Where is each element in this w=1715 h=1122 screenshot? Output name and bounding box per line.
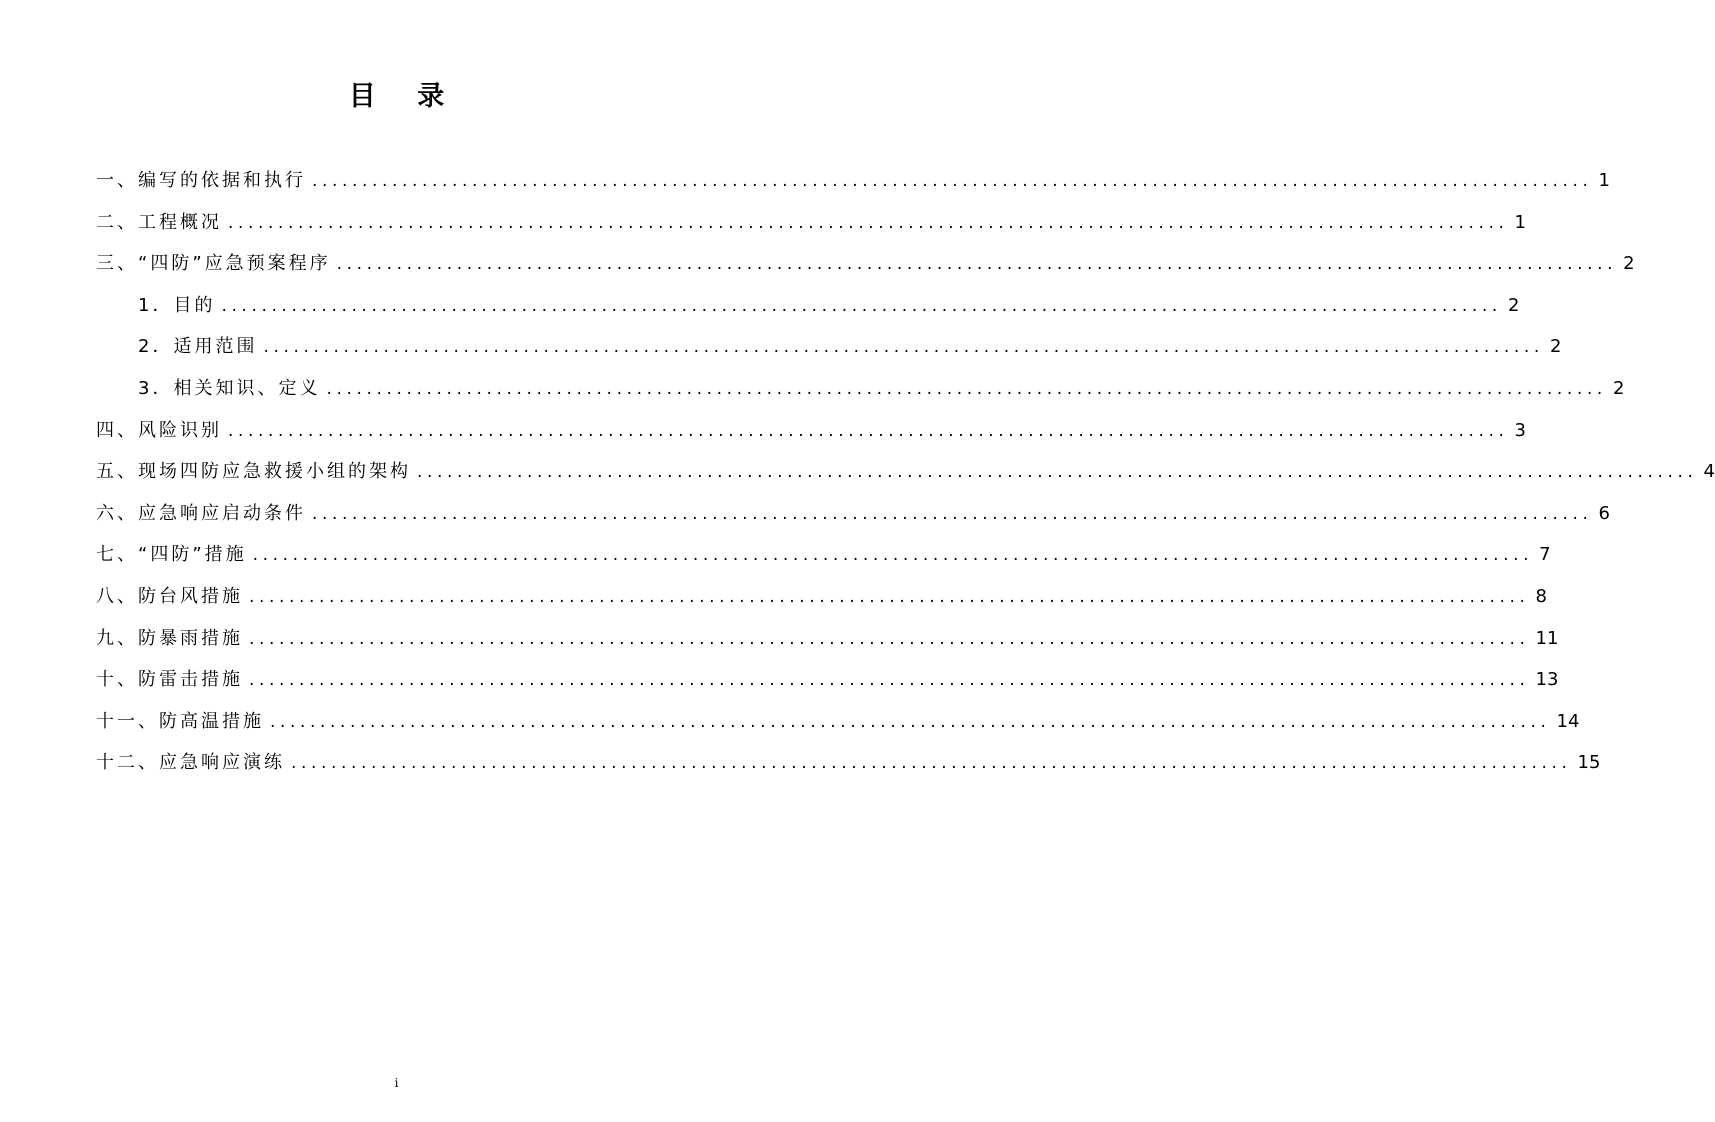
table-of-contents [96, 160, 1715, 784]
toc-entry-label: 3．相关知识、定义 [138, 377, 321, 399]
toc-entry-label: 五、现场四防应急救援小组的架构 [96, 461, 411, 483]
toc-entry-label: 一、编写的依据和执行 [96, 170, 306, 191]
toc-entry-page: 6 [1598, 502, 1610, 524]
toc-entry-page: 11 [1535, 627, 1559, 649]
toc-entry[interactable] [96, 451, 1715, 493]
toc-entry[interactable] [96, 410, 1526, 452]
toc-leader-dots: ................................................................................................................................ [326, 378, 1607, 399]
toc-entry-label: 1．目的 [138, 294, 216, 316]
toc-entry-label: 2．适用范围 [138, 336, 258, 358]
footer-page-number: i [394, 1076, 399, 1090]
toc-entry-page: 13 [1535, 669, 1559, 691]
toc-entry-label: 七、“四防”措施 [96, 544, 247, 566]
toc-leader-dots: ................................................................................................................................ [312, 503, 1593, 524]
toc-entry-label: 三、“四防”应急预案程序 [96, 253, 331, 275]
toc-entry-page: 1 [1598, 170, 1610, 191]
toc-entry[interactable] [96, 659, 1559, 701]
toc-entry-label: 八、防台风措施 [96, 585, 243, 607]
toc-entry-label: 十、防雷击措施 [96, 669, 243, 691]
toc-leader-dots: ................................................................................................................................ [312, 171, 1593, 191]
page-title: 目 录 [348, 81, 461, 112]
toc-leader-dots: ................................................................................................................................ [228, 212, 1509, 233]
toc-leader-dots: ................................................................................................................................ [270, 711, 1551, 732]
toc-entry-label: 四、风险识别 [96, 419, 222, 441]
toc-entry[interactable] [96, 701, 1580, 743]
toc-leader-dots: ................................................................................................................................ [336, 254, 1618, 275]
toc-entry-page: 2 [1507, 294, 1520, 316]
toc-leader-dots: ................................................................................................................................ [291, 753, 1572, 774]
toc-entry[interactable] [96, 742, 1601, 784]
toc-entry[interactable] [96, 576, 1547, 618]
toc-entry[interactable] [96, 493, 1610, 535]
toc-subentry[interactable] [96, 285, 1520, 327]
toc-entry-page: 14 [1556, 710, 1580, 732]
toc-entry-page: 2 [1623, 253, 1635, 275]
toc-leader-dots: ................................................................................................................................ [252, 545, 1534, 566]
toc-entry-page: 8 [1535, 585, 1547, 607]
toc-entry-page: 4 [1703, 461, 1715, 483]
toc-entry[interactable] [96, 618, 1559, 660]
toc-leader-dots: ................................................................................................................................ [417, 462, 1698, 483]
toc-entry[interactable] [96, 243, 1635, 285]
toc-leader-dots: ................................................................................................................................ [221, 295, 1502, 316]
toc-entry[interactable] [96, 160, 1610, 202]
toc-entry-page: 2 [1612, 377, 1625, 399]
toc-entry-page: 1 [1514, 211, 1526, 233]
toc-subentry[interactable] [96, 368, 1625, 410]
toc-subentry[interactable] [96, 326, 1562, 368]
toc-entry-label: 十一、防高温措施 [96, 710, 264, 732]
toc-leader-dots: ................................................................................................................................ [249, 586, 1530, 607]
toc-entry-label: 六、应急响应启动条件 [96, 502, 306, 524]
toc-leader-dots: ................................................................................................................................ [228, 420, 1509, 441]
toc-leader-dots: ................................................................................................................................ [249, 628, 1530, 649]
toc-entry[interactable] [96, 534, 1551, 576]
toc-entry-label: 九、防暴雨措施 [96, 627, 243, 649]
toc-entry-label: 二、工程概况 [96, 211, 222, 233]
toc-entry[interactable] [96, 202, 1526, 244]
toc-entry-page: 3 [1514, 419, 1526, 441]
toc-entry-page: 2 [1549, 336, 1562, 358]
toc-leader-dots: ................................................................................................................................ [263, 337, 1544, 358]
toc-leader-dots: ................................................................................................................................ [249, 670, 1530, 691]
toc-entry-page: 7 [1539, 544, 1551, 566]
toc-entry-page: 15 [1577, 752, 1601, 774]
toc-entry-label: 十二、应急响应演练 [96, 752, 285, 774]
